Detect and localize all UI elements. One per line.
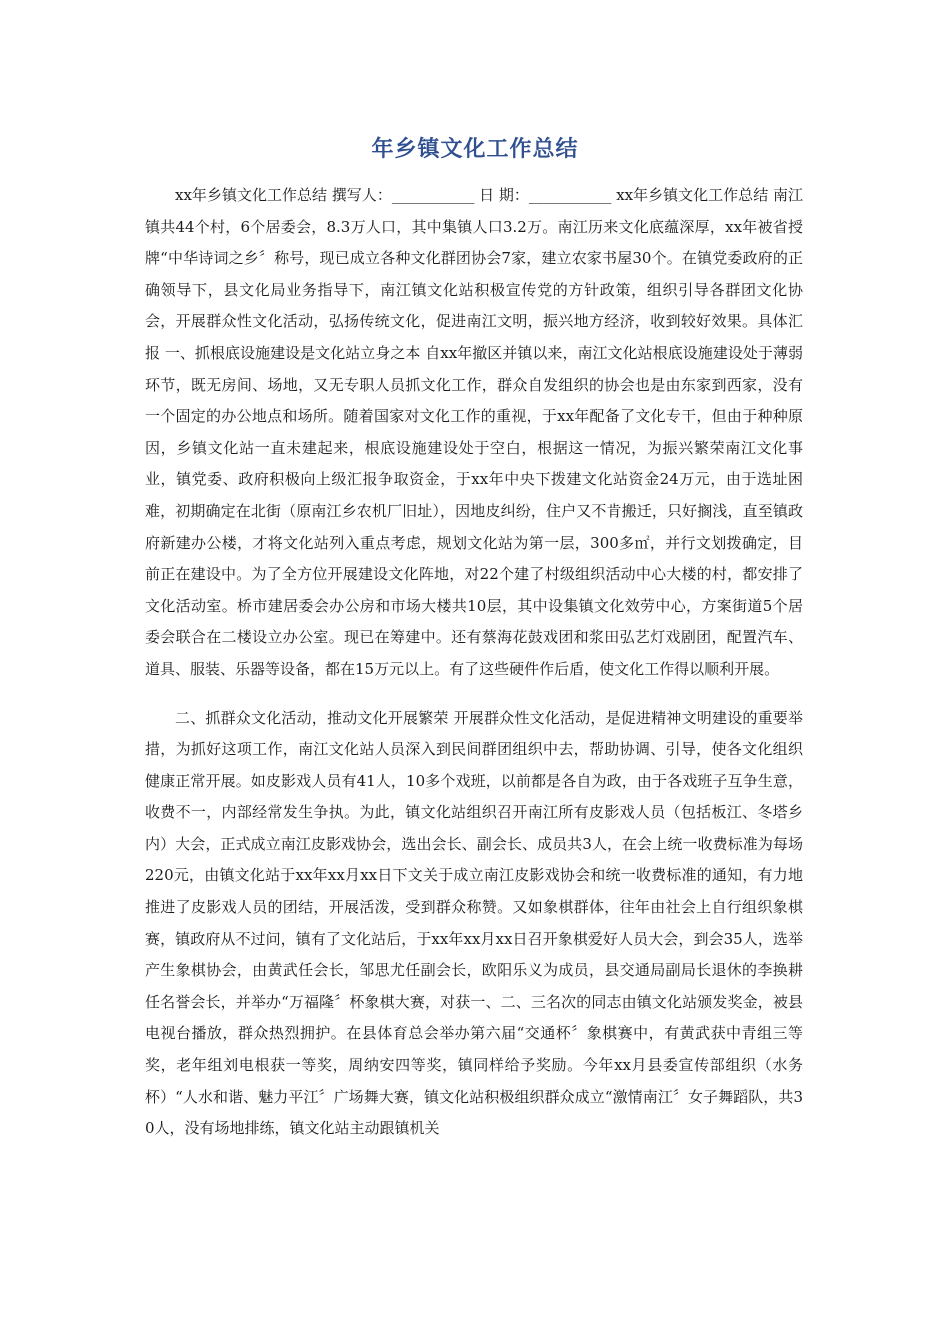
document-title: 年乡镇文化工作总结 bbox=[371, 137, 579, 162]
paragraph-2: 二、抓群众文化活动，推动文化开展繁荣 开展群众性文化活动，是促进精神文明建设的重要举措，为抓好这项工作，南江文化站人员深入到民间群团组织中去，帮助协调、引导，使各文化组织健康正常开展。如皮影戏人员有41人，10多个戏班，以前都是各自为政，由于各戏班子互争生意，收费不一，内部经常发生争执。为此，镇文化站组织召开南江所有皮影戏人员（包括板江、冬塔乡内）大会，正式成立南江皮影戏协会，选出会长、副会长、成员共3人，在会上统一收费标准为每场220元，由镇文化站于xx年xx月xx日下文关于成立南江皮影戏协会和统一收费标准的通知，有力地推进了皮影戏人员的团结，开展活泼，受到群众称赞。又如象棋群体，往年由社会上自行组织象棋赛，镇政府从不过问，镇有了文化站后，于xx年xx月xx日召开象棋爱好人员大会，到会35人，选举产生象棋协会，由黄武任会长，邹思尤任副会长，欧阳乐义为成员，县交通局副局长退休的李换耕任名誉会长，并举办“万福隆〞杯象棋大赛，对获一、二、三名次的同志由镇文化站颁发奖金，被县电视台播放，群众热烈拥护。在县体育总会举办第六届“交通杯〞象棋赛中，有黄武获中青组三等奖，老年组刘电根获一等奖，周纳安四等奖，镇同样给予奖励。今年xx月县委宣传部组织（水务杯）“人水和谐、魅力平江〞广场舞大赛，镇文化站积极组织群众成立“激情南江〞女子舞蹈队，共30人，没有场地排练，镇文化站主动跟镇机关 bbox=[145, 708, 803, 1138]
document-body bbox=[145, 180, 803, 1145]
paragraph-1: xx年乡镇文化工作总结 撰写人：___________ 日 期：___________ xx年乡镇文化工作总结 南江镇共44个村，6个居委会，8.3万人口，其中集镇人口3.2万。南江历来文化底蕴深厚，xx年被省授牌“中华诗词之乡〞称号，现已成立各种文化群团协会7家，建立农家书屋30个。在镇党委政府的正确领导下，县文化局业务指导下，南江镇文化站积极宣传党的方针政策，组织引导各群团文化协会，开展群众性文化活动，弘扬传统文化，促进南江文明，振兴地方经济，收到较好效果。具体汇报 一、抓根底设施建设是文化站立身之本 自xx年撤区并镇以来，南江文化站根底设施建设处于薄弱环节，既无房间、场地，又无专职人员抓文化工作，群众自发组织的协会也是由东家到西家，没有一个固定的办公地点和场所。随着国家对文化工作的重视，于xx年配备了文化专干，但由于种种原因，乡镇文化站一直未建起来，根底设施建设处于空白，根据这一情况，为振兴繁荣南江文化事业，镇党委、政府积极向上级汇报争取资金，于xx年中央下拨建文化站资金24万元，由于选址困难，初期确定在北街（原南江乡农机厂旧址），因地皮纠纷，住户又不肯搬迁，只好搁浅，直至镇政府新建办公楼，才将文化站列入重点考虑，规划文化站为第一层，300多㎡，并行文划拨确定，目前正在建设中。为了全方位开展建设文化阵地，对22个建了村级组织活动中心大楼的村，都安排了文化活动室。桥市建居委会办公房和市场大楼共10层，其中设集镇文化效劳中心，方案街道5个居委会联合在二楼设立办公室。现已在筹建中。还有蔡海花鼓戏团和浆田弘艺灯戏剧团，配置汽车、道具、服装、乐器等设备，都在15万元以上。有了这些硬件作后盾，使文化工作得以顺利开展。 bbox=[145, 186, 803, 678]
